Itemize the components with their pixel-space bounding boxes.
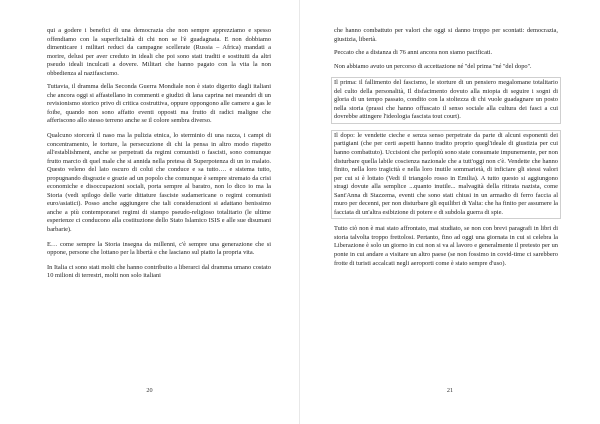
right-page (300, 0, 600, 424)
paragraph: che hanno combattuto per valori che oggi si danno troppo per scontati: democrazia, giustizia, libertà. (334, 27, 558, 43)
left-page-text (47, 27, 271, 286)
paragraph: Il dopo: le vendette cieche e senza senso perpetrate da parte di alcuni esponenti dei partigiani (che per certi aspetti hanno tradito proprio quegl'ideale di giustizia per cui hanno combattuto). Uccisioni che perlopiù sono state consumate impunemente, per non disturbare quella labile coscienza nazionale che a tutt'oggi non c'è. Vendette che hanno finito, nella loro tragicità e nella loro inutile sommarietà, di inficiare gli stessi valori per cui si è lottato (Vedi il triangolo rosso in Emilia). A tutto questo si aggiungono stragi dovute alla semplice ...quanto inutile... malvagità della ritirata nazista, come Sant'Anna di Stazzema, eventi che sono stati chiusi in un armadio di ferro faccia al muro per decenni, per non disturbare gli equilibri di Yalta: che ha finito per assumere la facciata di un'altra esibizione di potere e di subdola guerra di spie. (331, 130, 561, 219)
paragraph: Non abbiamo avuto un percorso di accettazione né ''del prima ''né ''del dopo''. (334, 62, 532, 70)
paragraph: In Italia ci sono stati molti che hanno contribuito a liberarci dal dramma umano costato 10 milioni di terrestri, molti non solo italiani (47, 263, 271, 280)
paragraph: Qualcuno storcerà il naso ma la pulizia etnica, lo sterminio di una razza, i campi di concentramento, le torture, la persecuzione di chi la pensa in altro modo rispetto all'establishment, anche se perpetrati da regimi comunisti o fascisti, sono comunque frutto marcio di quel male che si annida nella pretesa di Superpotenza di un io malato. Questo veleno del lato oscuro di colui che conduce e sa tutto…. e sistema tutto, propugnando disgrazie e grazie ad un popolo che comunque è sempre stremato da crisi economiche e disoccupazioni sociali, porta sempre al baratro, non lo dico io ma la Storia (vedi spilogo delle varie dittature fasciste sudamericane o regimi comunisti euro/asiatici). Posso anche aggiungere che tali considerazioni si adattano benissimo anche a più contemporanei regimi di stampo pseudo-religioso totalitario (le ultime esperienze ci conducono alla costituzione dello Stato Islamico ISIS e alle sue disumani barbarie). (47, 132, 271, 234)
right-page-text (334, 27, 558, 273)
paragraph: E… come sempre la Storia insegna da millenni, c'è sempre una generazione che si oppone, persone che lottano per la libertà e che lasciano sul piatto la propria vita. (47, 240, 271, 257)
paragraph: Tuttavia, il dramma della Seconda Guerra Mondiale non è stato digerito dagli italiani che ancora oggi si affastellano in commenti e giudizi di lana caprina nei meandri di un revisionismo storico privo di critica costruttiva, oppure oppongono alle camere a gas le foibe, quando non sono affatto eventi opposti ma frutto di radici maligne che afferiscono allo stesso terreno anche se il colore sembra diverso. (47, 83, 271, 125)
page-number: 20 (146, 387, 153, 394)
paragraph: Il prima: il fallimento del fascismo, le storture di un pensiero megalomane totalitario del culto della personalità, Il disfacimento dovuto alla miopia di seguire i sogni di gloria di un tempo passato, condito con la stoltezza di chi vuole guadagnare un posto nella storia (prassi che hanno offuscato il senso sociale alla cultura dei fasci a cui dovrebbe attingere l'ideologia fascista tout court). (331, 77, 561, 124)
paragraph: qui a godere i benefici di una democrazia che non sempre apprezziamo e spesso offendiamo con la superficialità di chi non se l'è guadagnata. E non dobbiamo dimenticare i militari reduci da campagne scellerate (Russia – Africa) mandati a morire, delusi per aver creduto in ideali che poi sono stati traditi e sostituiti da altri pseudo ideali inculcati a dovere. Militari che hanno pagato con la vita la non obbedienza al nazifascismo. (47, 27, 271, 77)
page-number: 21 (446, 387, 454, 394)
paragraph: Peccato che a distanza di 76 anni ancora non siamo pacificati. (334, 49, 493, 57)
paragraph: Tutto ciò non è mai stato affrontato, mai studiato, se non con brevi paragrafi in libri di storia talvolta troppo frettolosi. Pertanto, fino ad oggi una giornata in cui si celebra la Liberazione è solo un giorno in cui non si va al lavoro e generalmente il pretesto per un ponte in cui andare a visitare un altro paese (se non fossimo in covid-time ci sarebbero frotte di turisti accalcati negli aeroporti come è stato sempre d'uso). (334, 225, 558, 267)
